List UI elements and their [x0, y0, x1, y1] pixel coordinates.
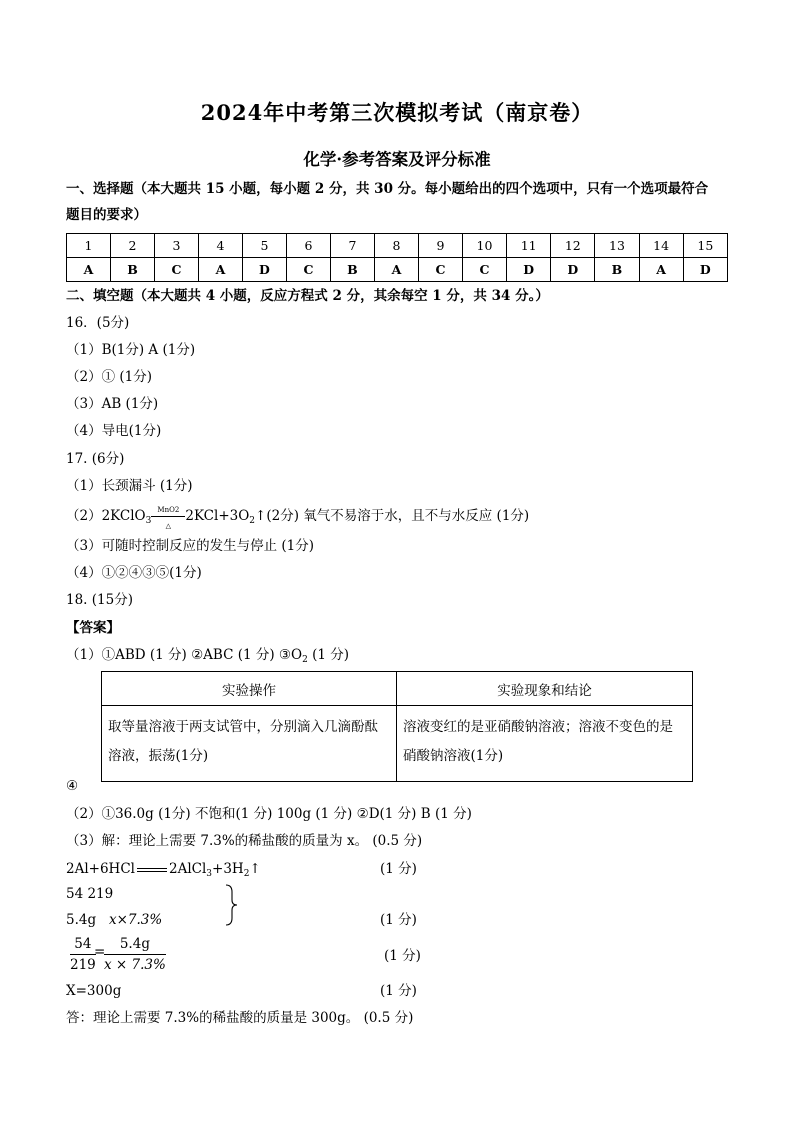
header-operation: 实验操作 [102, 672, 397, 706]
ratio-score: (1 分) [380, 912, 417, 928]
answer-letter-cell: C [462, 258, 506, 282]
answer-number-cell: 2 [110, 234, 154, 258]
q17-label: 17. (6分) [66, 451, 125, 467]
eq-sub2: 2 [243, 869, 250, 879]
q18-a1-suffix: (1 分) [307, 647, 350, 663]
answer-number-cell: 14 [639, 234, 683, 258]
frac2-num: 5.4g [104, 936, 166, 955]
eq-score: (1 分) [380, 861, 417, 877]
eq-sub1: 3 [206, 869, 213, 879]
q17-answer-3: （3）可随时控制反应的发生与停止 (1分) [66, 538, 315, 554]
answer-number-cell: 15 [683, 234, 727, 258]
ratio-line-1: 54 219 [66, 886, 114, 902]
experiment-table [101, 671, 693, 782]
answer-letter-cell: B [330, 258, 374, 282]
ratio2-left: 5.4g [66, 912, 97, 928]
answer-key-table [66, 233, 728, 282]
frac1-den: 219 [70, 957, 96, 973]
answer-number-cell: 8 [374, 234, 418, 258]
ratio-line-2 [66, 911, 162, 929]
answer-letter-cell: D [551, 258, 595, 282]
answer-number-cell: 5 [242, 234, 286, 258]
q18-a1-prefix: （1）①ABD (1 分) ②ABC (1 分) ③O [66, 647, 303, 663]
q17-answer-2 [66, 507, 529, 530]
answer-number-cell: 10 [462, 234, 506, 258]
reaction-condition-arrow [151, 505, 185, 530]
answer-letter-cell: C [418, 258, 462, 282]
chemical-equation [66, 860, 261, 883]
catalyst-label: MnO2 [157, 505, 180, 514]
answer-letter-cell: A [374, 258, 418, 282]
answer-number-cell: 9 [418, 234, 462, 258]
equation-equals-sign [137, 868, 167, 872]
frac1-num: 54 [70, 936, 96, 955]
q16-answer-2: （2）① (1分) [66, 369, 153, 385]
fraction-right [104, 936, 166, 973]
section2-heading: 二、填空题（本大题共 4 小题，反应方程式 2 分，其余每空 1 分，共 34 分。） [66, 288, 549, 304]
answer-letter-cell: D [507, 258, 551, 282]
q18-answer-3-intro: （3）解：理论上需要 7.3%的稀盐酸的质量为 x。 (0.5 分) [66, 833, 423, 849]
answer-number-cell: 4 [198, 234, 242, 258]
fraction-score: (1 分) [384, 948, 421, 964]
answer-numbers-row [67, 234, 728, 258]
section1-heading-line2: 题目的要求） [66, 207, 147, 223]
answer-letter-cell: B [110, 258, 154, 282]
q17-eq-prefix: （2）2KClO [66, 508, 146, 524]
answer-letter-cell: C [286, 258, 330, 282]
q17-eq-sub1: 3 [145, 516, 152, 526]
q18-a1-sub: 2 [302, 655, 308, 665]
q18-answer-tag: 【答案】 [66, 620, 120, 636]
eq-right-mid: +3H [212, 861, 244, 877]
q16-answer-4: （4）导电(1分) [66, 423, 162, 439]
heat-symbol: △ [165, 521, 172, 530]
q16-answer-3: （3）AB (1分) [66, 396, 159, 412]
answer-letter-cell: A [639, 258, 683, 282]
answer-number-cell: 1 [67, 234, 111, 258]
q18-circle-4: ④ [66, 778, 79, 794]
answer-number-cell: 13 [595, 234, 639, 258]
answer-letter-cell: D [683, 258, 727, 282]
experiment-table-header [102, 672, 693, 706]
section1-heading-line1: 一、选择题（本大题共 15 小题，每小题 2 分，共 30 分。每小题给出的四个选项中，只有一个选项最符合 [66, 181, 709, 197]
answer-letter-cell: B [595, 258, 639, 282]
answer-letter-cell: A [198, 258, 242, 282]
q18-answer-1 [66, 646, 349, 669]
answer-letter-cell: C [154, 258, 198, 282]
result-line: X=300g [66, 983, 122, 999]
cell-result: 溶液变红的是亚硝酸钠溶液；溶液不变色的是硝酸钠溶液(1分) [397, 706, 693, 782]
answer-number-cell: 3 [154, 234, 198, 258]
fraction-equals: = [94, 944, 106, 960]
eq-right-prefix: 2AlCl [168, 861, 207, 877]
q17-eq-suffix: ↑(2分) 氧气不易溶于水，且不与水反应 (1分) [255, 508, 530, 524]
q18-answer-2: （2）①36.0g (1分) 不饱和(1 分) 100g (1 分) ②D(1 分) B (1 分) [66, 806, 472, 822]
q17-answer-1: （1）长颈漏斗 (1分) [66, 478, 193, 494]
q17-eq-mid: 2KCl+3O [185, 508, 250, 524]
experiment-table-row [102, 706, 693, 782]
fraction-left [70, 936, 96, 973]
answer-letter-cell: D [242, 258, 286, 282]
answer-number-cell: 7 [330, 234, 374, 258]
page-subtitle: 化学·参考答案及评分标准 [303, 150, 491, 169]
q17-answer-4: （4）①②④③⑤(1分) [66, 565, 202, 581]
ratio2-x: x×7.3% [109, 912, 163, 928]
header-result: 实验现象和结论 [397, 672, 693, 706]
curly-brace [224, 884, 238, 926]
result-score: (1 分) [380, 983, 417, 999]
q16-label: 16．(5分) [66, 315, 130, 331]
q17-eq-sub2: 2 [249, 516, 256, 526]
answer-number-cell: 6 [286, 234, 330, 258]
conclusion-line: 答：理论上需要 7.3%的稀盐酸的质量是 300g。 (0.5 分) [66, 1010, 414, 1026]
answer-number-cell: 12 [551, 234, 595, 258]
answer-number-cell: 11 [507, 234, 551, 258]
answer-letters-row [67, 258, 728, 282]
q16-answer-1: （1）B(1分) A (1分) [66, 342, 196, 358]
eq-left: 2Al+6HCl [66, 861, 135, 877]
eq-right-suffix: ↑ [249, 861, 261, 877]
page-title: 2024年中考第三次模拟考试（南京卷） [200, 100, 594, 125]
q18-label: 18. (15分) [66, 592, 133, 608]
answer-letter-cell: A [67, 258, 111, 282]
cell-operation: 取等量溶液于两支试管中，分别滴入几滴酚酞溶液，振荡(1分) [102, 706, 397, 782]
frac2-den: x × 7.3% [104, 957, 166, 973]
